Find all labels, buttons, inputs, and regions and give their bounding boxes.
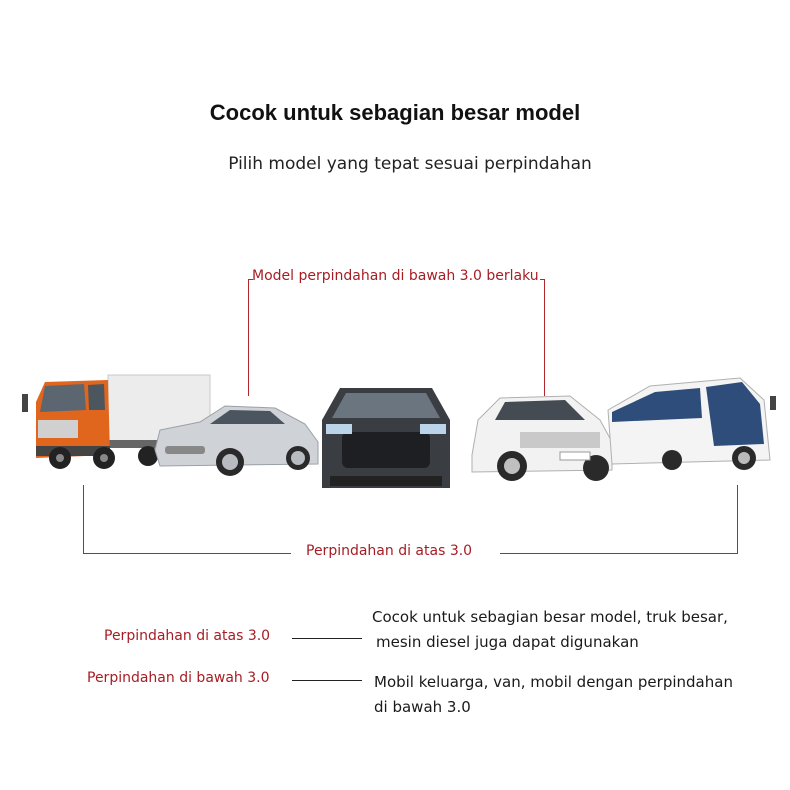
legend-label-below: Perpindahan di bawah 3.0: [87, 670, 270, 686]
legend-connector: [292, 638, 362, 639]
legend-desc-above-line2: mesin diesel juga dapat digunakan: [376, 633, 639, 651]
legend-connector: [292, 680, 362, 681]
page-subtitle: Pilih model yang tepat sesuai perpindahan: [228, 154, 592, 174]
legend-desc-below-line2: di bawah 3.0: [374, 698, 471, 716]
bottom-bracket-label: Perpindahan di atas 3.0: [306, 543, 473, 559]
white-suv-icon: [472, 396, 612, 481]
dark-suv-icon: [322, 388, 450, 488]
top-bracket-label: Model perpindahan di bawah 3.0 berlaku: [252, 268, 539, 284]
bus-icon: [608, 378, 776, 470]
legend-desc-below-line1: Mobil keluarga, van, mobil dengan perpindahan: [374, 673, 733, 691]
page-title: Cocok untuk sebagian besar model: [209, 100, 581, 125]
vehicles-illustration: [0, 360, 790, 510]
legend-label-above: Perpindahan di atas 3.0: [104, 628, 271, 644]
legend-desc-above-line1: Cocok untuk sebagian besar model, truk besar,: [372, 608, 728, 626]
